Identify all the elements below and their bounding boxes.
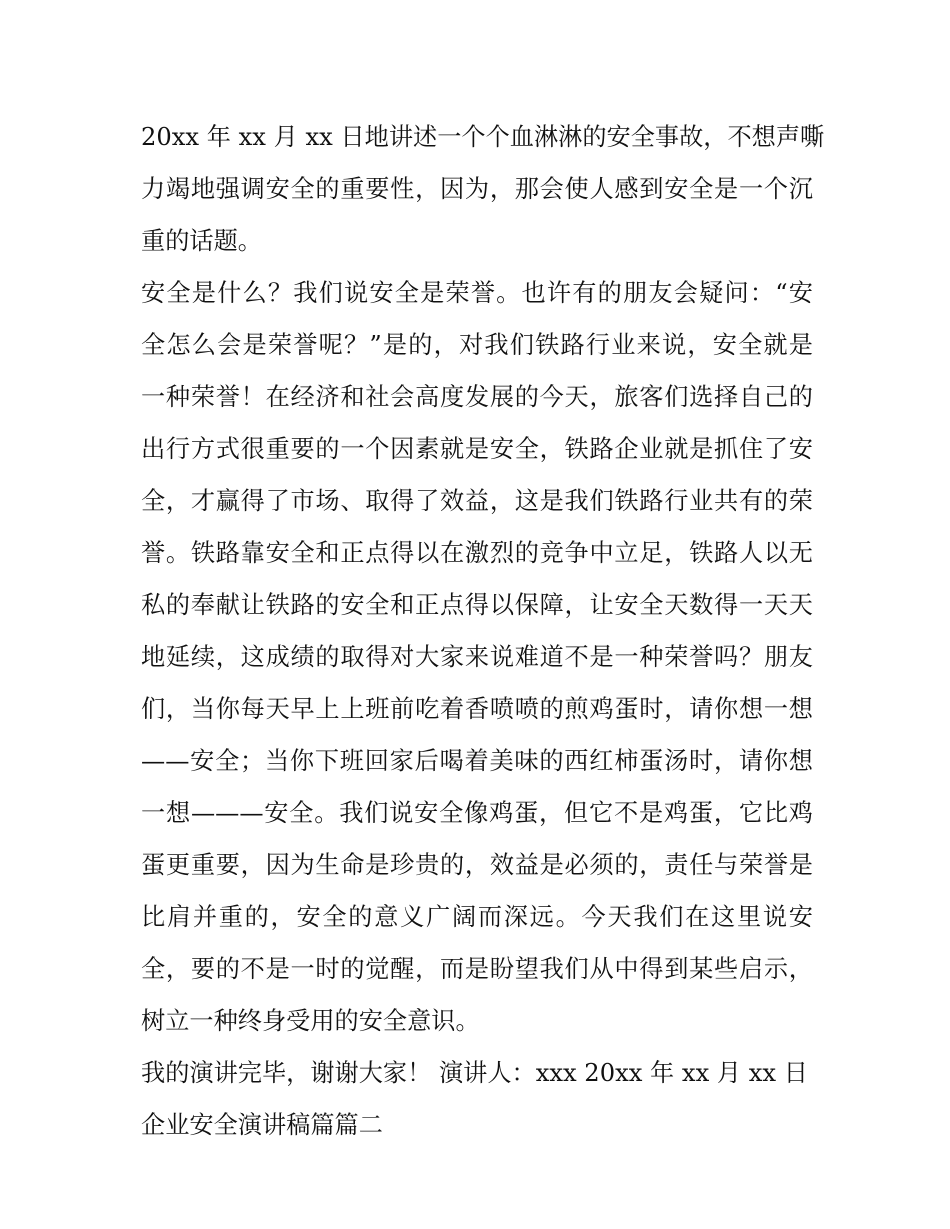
text-line: 地延续，这成绩的取得对大家来说难道不是一种荣誉吗？朋友 [141,643,813,671]
text-line: 蛋更重要，因为生命是珍贵的，效益是必须的，责任与荣誉是 [141,851,813,879]
text-line: 树立一种终身受用的安全意识。 [141,1007,480,1035]
text-line: 全怎么会是荣誉呢？”是的，对我们铁路行业来说，安全就是 [141,331,813,359]
text-line: 出行方式很重要的一个因素就是安全，铁路企业就是抓住了安 [141,435,813,463]
text-line: 20xx 年 xx 月 xx 日地讲述一个个血淋淋的安全事故，不想声嘶 [141,123,825,151]
text-line: 安全是什么？我们说安全是荣誉。也许有的朋友会疑问：“安 [141,279,813,307]
text-line: 全，才赢得了市场、取得了效益，这是我们铁路行业共有的荣 [141,487,813,515]
text-line: 一种荣誉！在经济和社会高度发展的今天，旅客们选择自己的 [141,383,813,411]
speech-closing-line: 我的演讲完毕，谢谢大家！ 演讲人：xxx 20xx 年 xx 月 xx 日 [141,1059,808,1087]
text-line: 一想———安全。我们说安全像鸡蛋，但它不是鸡蛋，它比鸡 [141,799,813,827]
speech-text-body [141,111,825,1151]
text-line: ——安全；当你下班回家后喝着美味的西红柿蛋汤时，请你想 [141,747,813,775]
text-line: 们，当你每天早上上班前吃着香喷喷的煎鸡蛋时，请你想一想 [141,695,813,723]
text-line: 誉。铁路靠安全和正点得以在激烈的竞争中立足，铁路人以无 [141,539,813,567]
text-line: 私的奉献让铁路的安全和正点得以保障，让安全天数得一天天 [141,591,813,619]
section-heading: 企业安全演讲稿篇篇二 [141,1111,383,1139]
text-line: 力竭地强调安全的重要性，因为，那会使人感到安全是一个沉 [141,175,813,203]
text-line: 比肩并重的，安全的意义广阔而深远。今天我们在这里说安 [141,903,813,931]
text-line: 全，要的不是一时的觉醒，而是盼望我们从中得到某些启示， [141,955,813,983]
text-line: 重的话题。 [141,227,262,255]
